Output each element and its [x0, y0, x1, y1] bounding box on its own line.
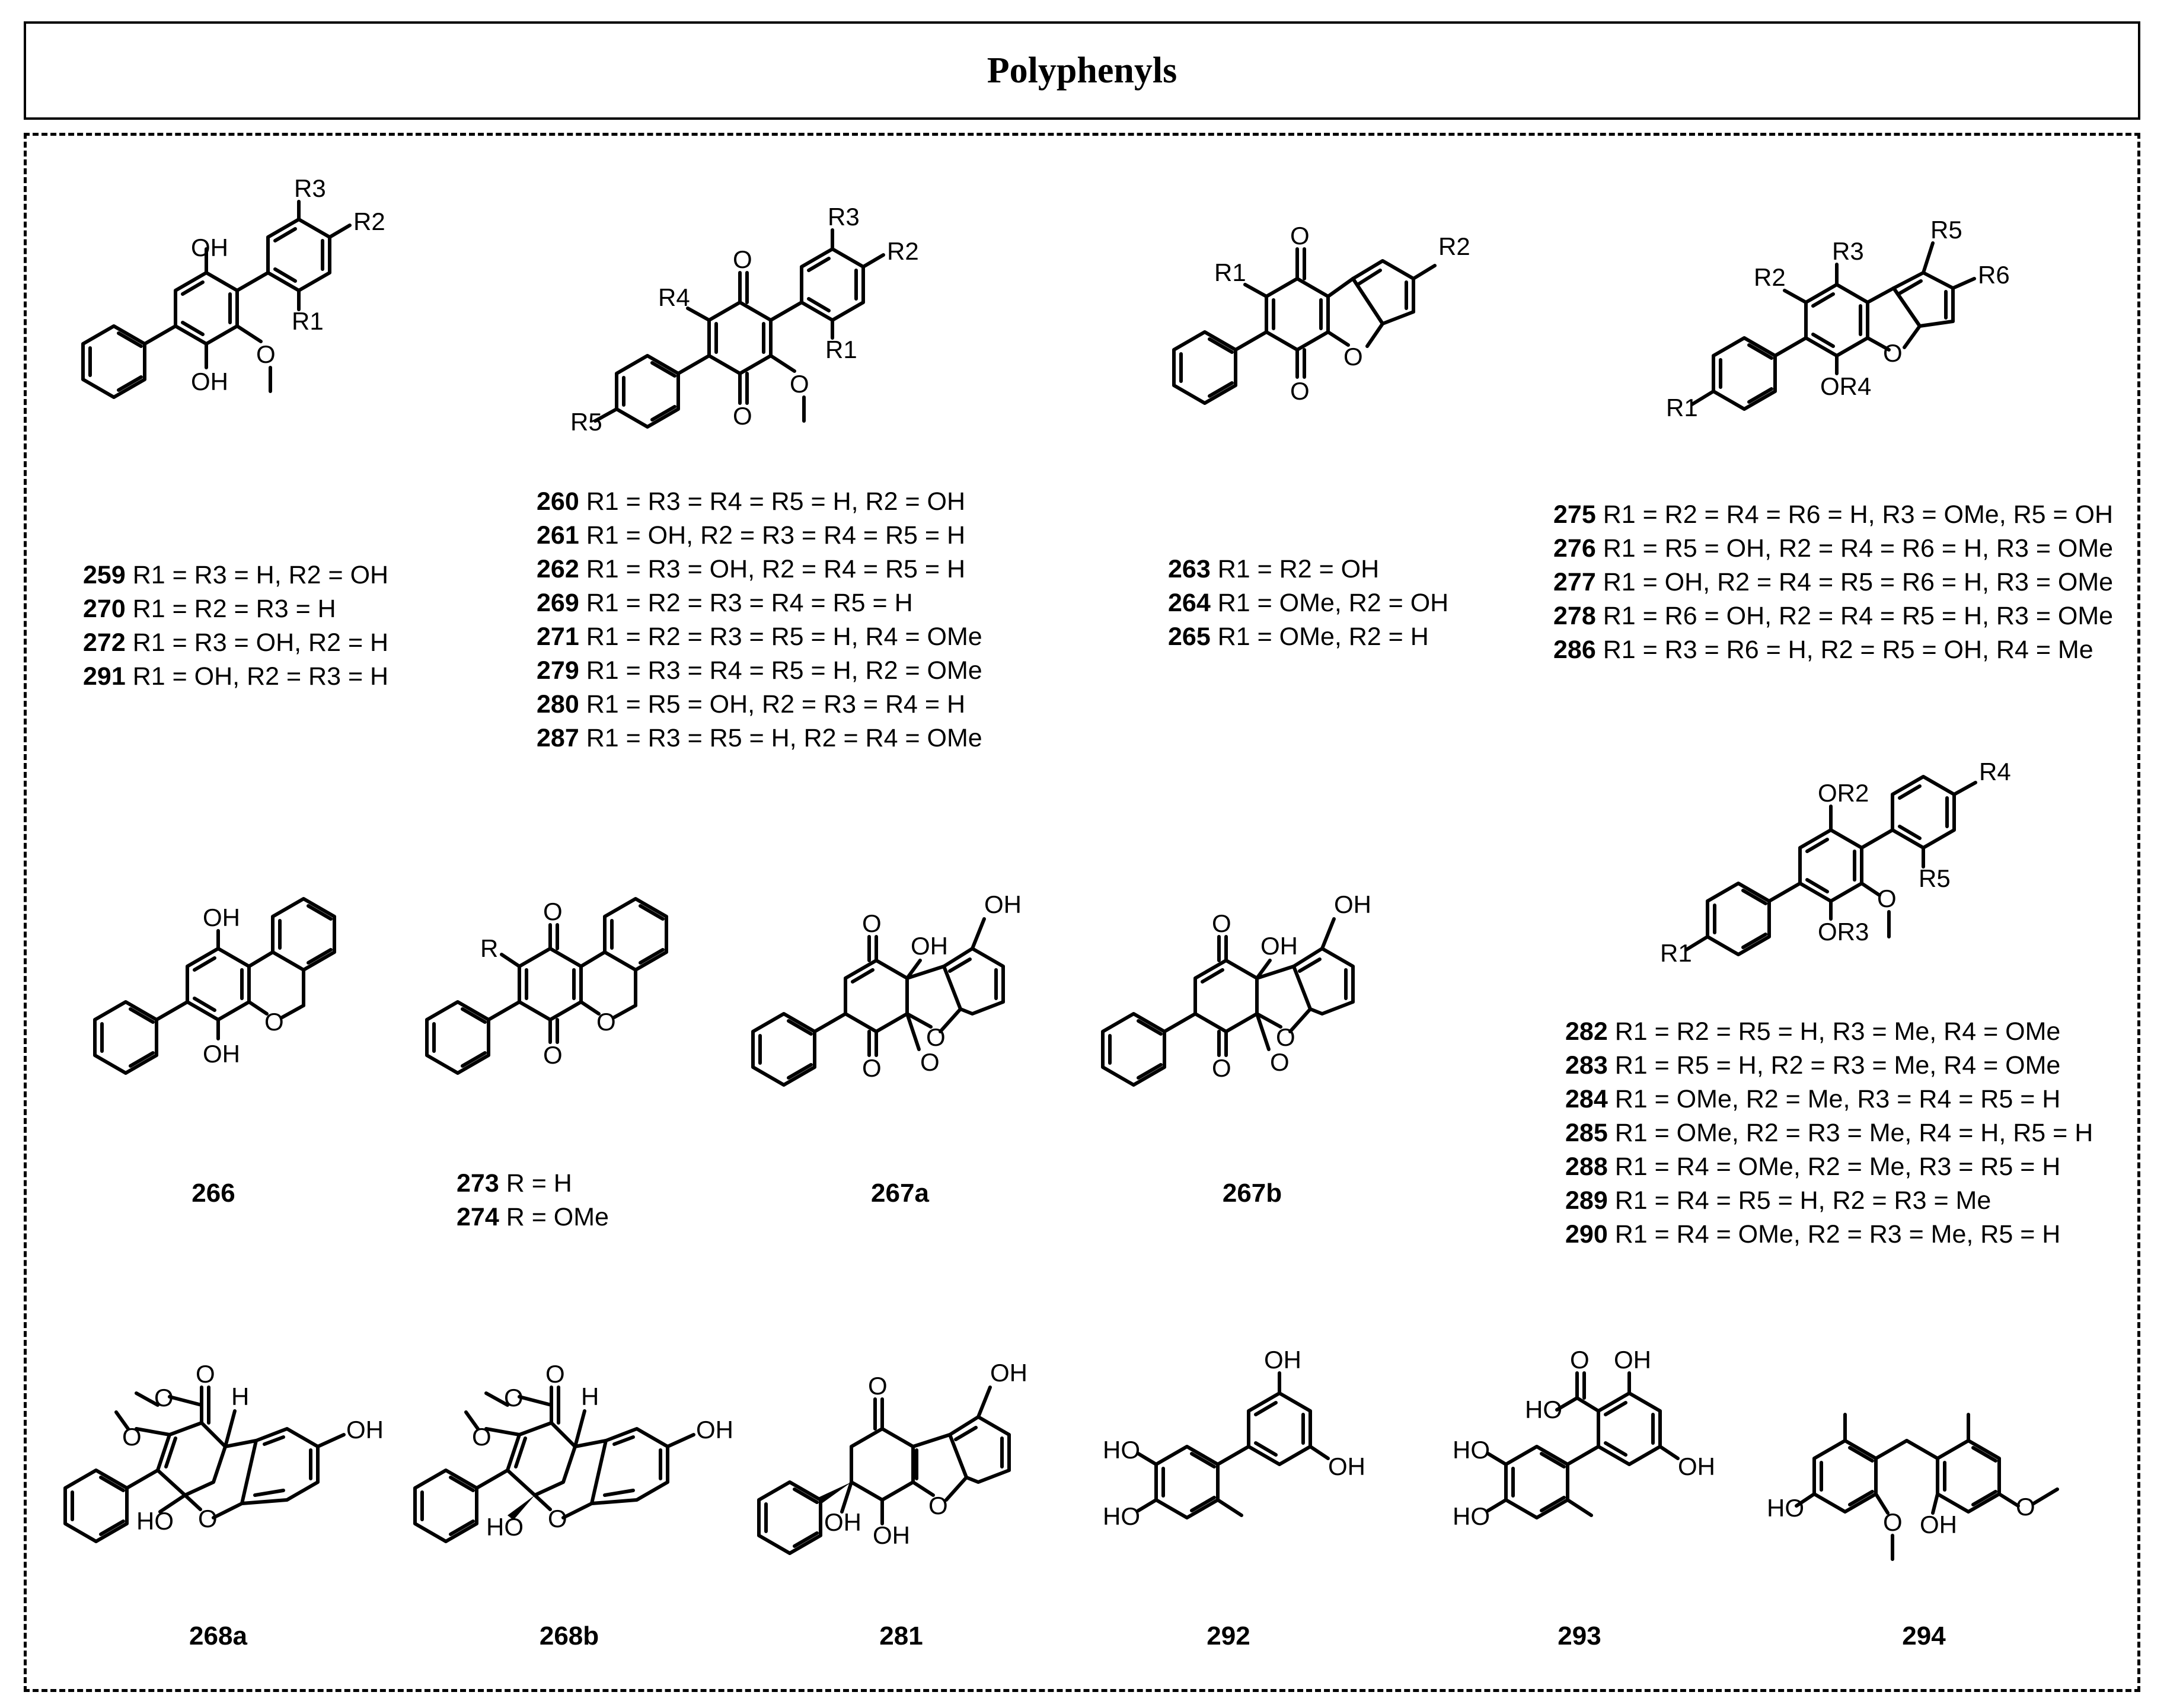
svg-text:O: O [543, 1041, 563, 1069]
structure-260 [569, 160, 996, 445]
legend-row: 261 R1 = OH, R2 = R3 = R4 = R5 = H [537, 521, 966, 550]
legend-row: 289 R1 = R4 = R5 = H, R2 = R3 = Me [1565, 1186, 1992, 1215]
svg-text:OH: OH [1264, 1346, 1301, 1374]
svg-text:HO: HO [1767, 1494, 1804, 1522]
svg-text:OH: OH [1678, 1452, 1715, 1480]
svg-text:OH: OH [696, 1416, 733, 1444]
legend-row: 284 R1 = OMe, R2 = Me, R3 = R4 = R5 = H [1565, 1085, 2061, 1113]
svg-text:H: H [581, 1383, 599, 1410]
svg-text:O: O [154, 1384, 174, 1412]
svg-text:OH: OH [824, 1508, 861, 1536]
compound-id-268b: 268b [539, 1621, 599, 1650]
svg-text:R1: R1 [292, 307, 324, 335]
svg-text:R3: R3 [1832, 237, 1864, 265]
svg-text:R1: R1 [825, 336, 857, 363]
figure-title: Polyphenyls [987, 50, 1177, 91]
svg-text:OH: OH [1614, 1346, 1651, 1374]
svg-text:OH: OH [1920, 1511, 1957, 1538]
svg-text:OH: OH [911, 932, 948, 960]
svg-text:O: O [596, 1008, 616, 1036]
legend-row: 264 R1 = OMe, R2 = OH [1168, 589, 1449, 617]
svg-text:O: O [1883, 1508, 1903, 1536]
legend-row: 274 R = OMe [457, 1203, 609, 1231]
legend-row: 277 R1 = OH, R2 = R4 = R5 = R6 = H, R3 = OMe [1553, 568, 2114, 596]
legend-259 [83, 558, 388, 694]
svg-text:O: O [926, 1023, 946, 1051]
svg-text:OH: OH [1334, 890, 1371, 918]
compound-id-268a: 268a [189, 1621, 247, 1650]
structure-268a [53, 1340, 385, 1577]
svg-text:R5: R5 [570, 408, 602, 436]
svg-text:O: O [548, 1505, 567, 1533]
svg-text:OH: OH [1328, 1452, 1365, 1480]
compound-id-267b: 267b [1222, 1179, 1282, 1208]
svg-text:OR2: OR2 [1818, 779, 1869, 807]
legend-row: 263 R1 = R2 = OH [1168, 555, 1380, 583]
svg-text:R1: R1 [1660, 939, 1692, 967]
svg-text:O: O [1290, 222, 1310, 250]
legend-row: 283 R1 = R5 = H, R2 = R3 = Me, R4 = OMe [1565, 1051, 2061, 1080]
svg-text:O: O [2016, 1493, 2035, 1521]
legend-row: 259 R1 = R3 = H, R2 = OH [83, 561, 389, 589]
legend-260 [537, 485, 982, 755]
legend-273 [457, 1167, 609, 1234]
svg-text:O: O [920, 1048, 940, 1076]
legend-row: 286 R1 = R3 = R6 = H, R2 = R5 = OH, R4 = Me [1553, 636, 2093, 664]
structure-293 [1435, 1346, 1743, 1589]
svg-text:O: O [790, 370, 809, 398]
svg-text:OH: OH [203, 1040, 240, 1068]
compound-id-293: 293 [1558, 1621, 1601, 1650]
svg-text:H: H [231, 1383, 250, 1410]
structure-273 [409, 889, 717, 1103]
svg-text:R3: R3 [828, 203, 860, 231]
svg-text:OH: OH [990, 1359, 1027, 1387]
svg-text:R2: R2 [1754, 263, 1786, 291]
legend-row: 273 R = H [457, 1169, 572, 1198]
svg-text:O: O [196, 1360, 215, 1388]
structure-267b [1085, 871, 1417, 1109]
structure-275 [1654, 184, 2081, 433]
compound-id-292: 292 [1207, 1621, 1250, 1650]
structure-282 [1636, 729, 2063, 978]
legend-row: 280 R1 = R5 = OH, R2 = R3 = R4 = H [537, 690, 966, 719]
svg-text:R2: R2 [1438, 232, 1470, 260]
svg-text:R5: R5 [1919, 864, 1951, 892]
svg-text:O: O [1570, 1346, 1590, 1374]
svg-text:R4: R4 [1979, 758, 2011, 786]
svg-text:R4: R4 [658, 283, 690, 311]
svg-text:HO: HO [1103, 1502, 1140, 1530]
compound-id-266: 266 [192, 1179, 235, 1208]
svg-text:O: O [1343, 343, 1363, 371]
legend-row: 275 R1 = R2 = R4 = R6 = H, R3 = OMe, R5 = OH [1553, 500, 2114, 529]
svg-text:OR4: OR4 [1820, 372, 1872, 400]
structure-266 [77, 889, 385, 1103]
svg-text:HO: HO [1103, 1436, 1140, 1464]
svg-text:HO: HO [1453, 1436, 1490, 1464]
legend-row: 291 R1 = OH, R2 = R3 = H [83, 662, 389, 691]
legend-row: 288 R1 = R4 = OMe, R2 = Me, R3 = R5 = H [1565, 1152, 2061, 1181]
legend-row: 272 R1 = R3 = OH, R2 = H [83, 628, 389, 657]
svg-text:O: O [1290, 377, 1310, 405]
svg-text:HO: HO [136, 1507, 174, 1535]
svg-text:R1: R1 [1666, 394, 1698, 422]
legend-row: 270 R1 = R2 = R3 = H [83, 595, 336, 623]
svg-text:OH: OH [984, 890, 1022, 918]
svg-text:O: O [504, 1384, 524, 1412]
svg-text:O: O [1212, 909, 1231, 937]
svg-text:O: O [868, 1372, 888, 1400]
svg-text:R3: R3 [294, 174, 326, 202]
compound-id-294: 294 [1902, 1621, 1946, 1650]
structure-263 [1162, 190, 1470, 427]
structure-268b [403, 1340, 735, 1577]
structure-267a [735, 871, 1067, 1109]
legend-row: 265 R1 = OMe, R2 = H [1168, 622, 1429, 651]
compound-id-281: 281 [879, 1621, 923, 1650]
svg-text:OH: OH [1260, 932, 1298, 960]
svg-text:R2: R2 [887, 237, 919, 265]
svg-text:O: O [1270, 1048, 1290, 1076]
svg-text:OH: OH [873, 1521, 910, 1549]
svg-text:O: O [1212, 1054, 1231, 1082]
legend-row: 260 R1 = R3 = R4 = R5 = H, R2 = OH [537, 487, 966, 516]
svg-text:R2: R2 [353, 207, 385, 235]
svg-text:R5: R5 [1930, 216, 1962, 244]
legend-263 [1168, 553, 1448, 654]
legend-row: 271 R1 = R2 = R3 = R5 = H, R4 = OMe [537, 622, 982, 651]
svg-text:OH: OH [203, 904, 240, 931]
svg-text:R1: R1 [1214, 258, 1246, 286]
structure-294 [1755, 1358, 2099, 1571]
svg-text:O: O [862, 1054, 882, 1082]
svg-text:O: O [543, 898, 563, 925]
svg-text:O: O [1877, 885, 1897, 912]
title-box [24, 21, 2140, 120]
legend-282 [1565, 1015, 2093, 1252]
svg-text:O: O [256, 340, 276, 368]
legend-row: 285 R1 = OMe, R2 = R3 = Me, R4 = H, R5 = H [1565, 1119, 2093, 1147]
legend-row: 282 R1 = R2 = R5 = H, R3 = Me, R4 = OMe [1565, 1017, 2061, 1046]
svg-text:O: O [198, 1505, 218, 1533]
svg-text:O: O [1276, 1023, 1295, 1051]
svg-text:O: O [264, 1008, 284, 1036]
svg-text:O: O [1883, 339, 1903, 367]
svg-text:O: O [733, 245, 752, 273]
legend-row: 287 R1 = R3 = R5 = H, R2 = R4 = OMe [537, 724, 982, 752]
structure-292 [1085, 1346, 1393, 1589]
svg-text:O: O [122, 1423, 142, 1451]
svg-text:OH: OH [191, 234, 228, 261]
legend-275 [1553, 498, 2113, 667]
svg-text:R: R [480, 934, 499, 962]
legend-row: 276 R1 = R5 = OH, R2 = R4 = R6 = H, R3 = OMe [1553, 534, 2114, 563]
svg-text:O: O [545, 1360, 565, 1388]
svg-text:OH: OH [191, 368, 228, 395]
legend-row: 290 R1 = R4 = OMe, R2 = R3 = Me, R5 = H [1565, 1220, 2061, 1249]
svg-text:O: O [862, 909, 882, 937]
structure-259 [59, 154, 427, 439]
svg-text:O: O [733, 402, 752, 430]
svg-text:HO: HO [486, 1513, 524, 1541]
compound-id-267a: 267a [871, 1179, 929, 1208]
legend-row: 278 R1 = R6 = OH, R2 = R4 = R5 = H, R3 = OMe [1553, 602, 2114, 630]
svg-text:HO: HO [1453, 1502, 1490, 1530]
structure-281 [741, 1340, 1073, 1589]
svg-text:OR3: OR3 [1818, 918, 1869, 946]
legend-row: 262 R1 = R3 = OH, R2 = R4 = R5 = H [537, 555, 966, 583]
svg-text:OH: OH [346, 1416, 384, 1444]
legend-row: 279 R1 = R3 = R4 = R5 = H, R2 = OMe [537, 656, 982, 685]
svg-text:O: O [928, 1492, 948, 1519]
svg-text:O: O [472, 1423, 492, 1451]
svg-text:R6: R6 [1978, 261, 2010, 289]
legend-row: 269 R1 = R2 = R3 = R4 = R5 = H [537, 589, 913, 617]
svg-text:HO: HO [1525, 1396, 1562, 1423]
